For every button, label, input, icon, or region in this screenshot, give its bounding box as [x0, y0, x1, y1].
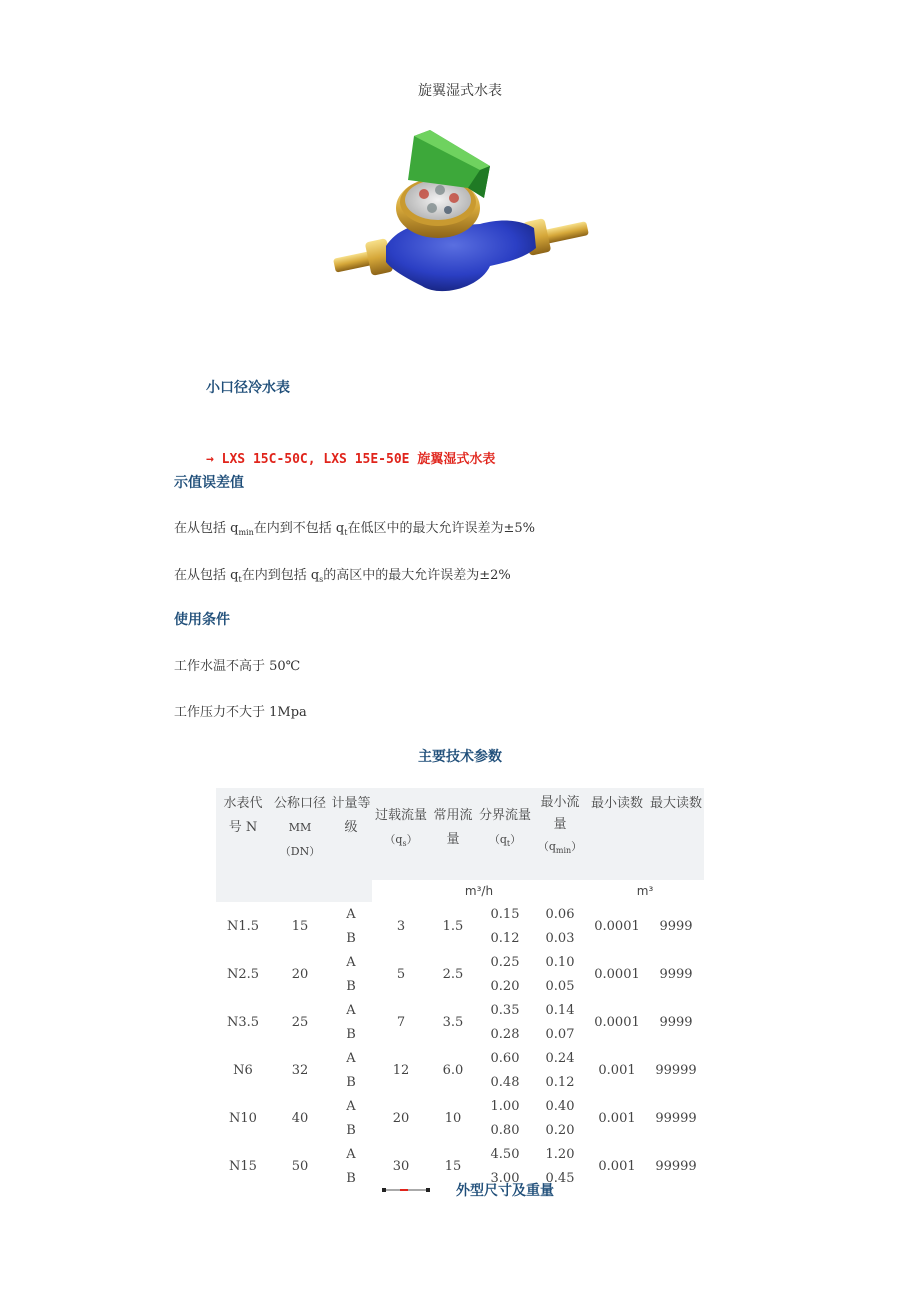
cell-min-reading: 0.0001: [594, 918, 640, 934]
usage-pressure: 工作压力不大于 1Mpa: [174, 705, 307, 720]
cell-meter-code: N10: [229, 1110, 257, 1126]
cell-transitional-flow: 4.50: [490, 1146, 520, 1162]
table-header-row: [216, 788, 704, 880]
table-row: [216, 1046, 704, 1070]
cell-max-reading: 9999: [659, 918, 693, 934]
cell-diameter: 40: [291, 1110, 309, 1126]
cell-permanent-flow: 1.5: [442, 918, 464, 934]
cell-class: B: [346, 930, 356, 946]
cell-max-reading: 99999: [655, 1062, 697, 1078]
table-row: [216, 998, 704, 1022]
table-row: [216, 902, 704, 926]
cell-min-reading: 0.001: [598, 1110, 636, 1126]
cell-max-reading: 9999: [659, 966, 693, 982]
cell-transitional-flow: 0.80: [490, 1122, 520, 1138]
header-max-reading: 最大读数: [648, 788, 704, 880]
cell-min-reading: 0.001: [598, 1062, 636, 1078]
cell-minimum-flow: 0.03: [545, 930, 575, 946]
cell-transitional-flow: 3.00: [490, 1170, 520, 1186]
cell-diameter: 15: [291, 918, 309, 934]
cell-permanent-flow: 6.0: [442, 1062, 464, 1078]
cell-max-reading: 9999: [659, 1014, 693, 1030]
section-small-caliber: 小口径冷水表: [206, 380, 290, 396]
cell-permanent-flow: 3.5: [442, 1014, 464, 1030]
cell-meter-code: N2.5: [226, 966, 260, 982]
cell-class: B: [346, 1170, 356, 1186]
cell-meter-code: N1.5: [226, 918, 260, 934]
cell-transitional-flow: 0.25: [490, 954, 520, 970]
cell-transitional-flow: 0.35: [490, 1002, 520, 1018]
header-transitional-flow: 分界流量 $(q_t)$: [476, 788, 534, 880]
page-title: 旋翼湿式水表: [418, 83, 502, 99]
cell-class: B: [346, 978, 356, 994]
cell-meter-code: N3.5: [226, 1014, 260, 1030]
spec-table: [216, 788, 704, 1190]
cell-minimum-flow: 0.06: [545, 906, 575, 922]
table-row: [216, 1142, 704, 1166]
cell-class: A: [346, 1002, 356, 1018]
cell-transitional-flow: 0.20: [490, 978, 520, 994]
dimension-drawing-icon: [382, 1184, 430, 1194]
cell-minimum-flow: 0.40: [545, 1098, 575, 1114]
cell-overload-flow: 20: [392, 1110, 410, 1126]
cell-class: B: [346, 1074, 356, 1090]
cell-minimum-flow: 0.24: [545, 1050, 575, 1066]
cell-diameter: 20: [291, 966, 309, 982]
cell-overload-flow: 5: [396, 966, 406, 982]
table-row: [216, 950, 704, 974]
cell-minimum-flow: 0.20: [545, 1122, 575, 1138]
error-heading: 示值误差值: [174, 475, 244, 491]
cell-meter-code: N15: [229, 1158, 257, 1174]
cell-class: A: [346, 906, 356, 922]
header-nominal-diameter: 公称口径 MM （DN）: [270, 788, 330, 880]
cell-minimum-flow: 0.12: [545, 1074, 575, 1090]
usage-heading: 使用条件: [174, 612, 230, 628]
cell-min-reading: 0.0001: [594, 1014, 640, 1030]
cell-overload-flow: 3: [396, 918, 406, 934]
params-heading: 主要技术参数: [418, 749, 502, 765]
table-units-row: [216, 880, 704, 902]
water-meter-image: [330, 128, 592, 304]
cell-min-reading: 0.0001: [594, 966, 640, 982]
cell-class: B: [346, 1026, 356, 1042]
cell-permanent-flow: 15: [444, 1158, 462, 1174]
cell-class: A: [346, 954, 356, 970]
cell-transitional-flow: 0.48: [490, 1074, 520, 1090]
cell-permanent-flow: 2.5: [442, 966, 464, 982]
header-permanent-flow: 常用流 量: [430, 788, 476, 880]
cell-minimum-flow: 0.07: [545, 1026, 575, 1042]
unit-flow: m³/h: [464, 884, 494, 898]
cell-minimum-flow: 0.05: [545, 978, 575, 994]
cell-minimum-flow: 0.14: [545, 1002, 575, 1018]
cell-class: A: [346, 1146, 356, 1162]
cell-class: B: [346, 1122, 356, 1138]
cell-minimum-flow: 0.45: [545, 1170, 575, 1186]
header-min-reading: 最小读数: [586, 788, 648, 880]
unit-volume: m³: [636, 884, 654, 898]
table-row: [216, 1094, 704, 1118]
header-minimum-flow: 最小流 量 $(q_{min})$: [534, 788, 586, 880]
header-class: 计量等 级: [330, 788, 372, 880]
cell-overload-flow: 7: [396, 1014, 406, 1030]
cell-transitional-flow: 0.28: [490, 1026, 520, 1042]
cell-max-reading: 99999: [655, 1158, 697, 1174]
cell-diameter: 50: [291, 1158, 309, 1174]
error-paragraph-low: 在从包括 $q_{min}$在内到不包括 $q_t$在低区中的最大允许误差为±5%: [174, 521, 535, 537]
cell-permanent-flow: 10: [444, 1110, 462, 1126]
cell-max-reading: 99999: [655, 1110, 697, 1126]
cell-diameter: 32: [291, 1062, 309, 1078]
cell-minimum-flow: 0.10: [545, 954, 575, 970]
product-line: → LXS 15C-50C, LXS 15E-50E 旋翼湿式水表: [206, 452, 496, 467]
error-paragraph-high: 在从包括 $q_t$在内到包括 $q_s$的高区中的最大允许误差为±2%: [174, 568, 511, 584]
cell-transitional-flow: 0.15: [490, 906, 520, 922]
cell-class: A: [346, 1098, 356, 1114]
cell-class: A: [346, 1050, 356, 1066]
cell-meter-code: N6: [233, 1062, 253, 1078]
cell-diameter: 25: [291, 1014, 309, 1030]
header-overload-flow: 过载流量 $(q_s)$: [372, 788, 430, 880]
cell-transitional-flow: 0.12: [490, 930, 520, 946]
cell-overload-flow: 30: [392, 1158, 410, 1174]
usage-temperature: 工作水温不高于 50℃: [174, 659, 301, 674]
cell-overload-flow: 12: [392, 1062, 410, 1078]
dimensions-heading: 外型尺寸及重量: [456, 1183, 554, 1199]
cell-transitional-flow: 1.00: [490, 1098, 520, 1114]
cell-min-reading: 0.001: [598, 1158, 636, 1174]
cell-minimum-flow: 1.20: [545, 1146, 575, 1162]
cell-transitional-flow: 0.60: [490, 1050, 520, 1066]
header-meter-code: 水表代 号 N: [216, 788, 270, 880]
